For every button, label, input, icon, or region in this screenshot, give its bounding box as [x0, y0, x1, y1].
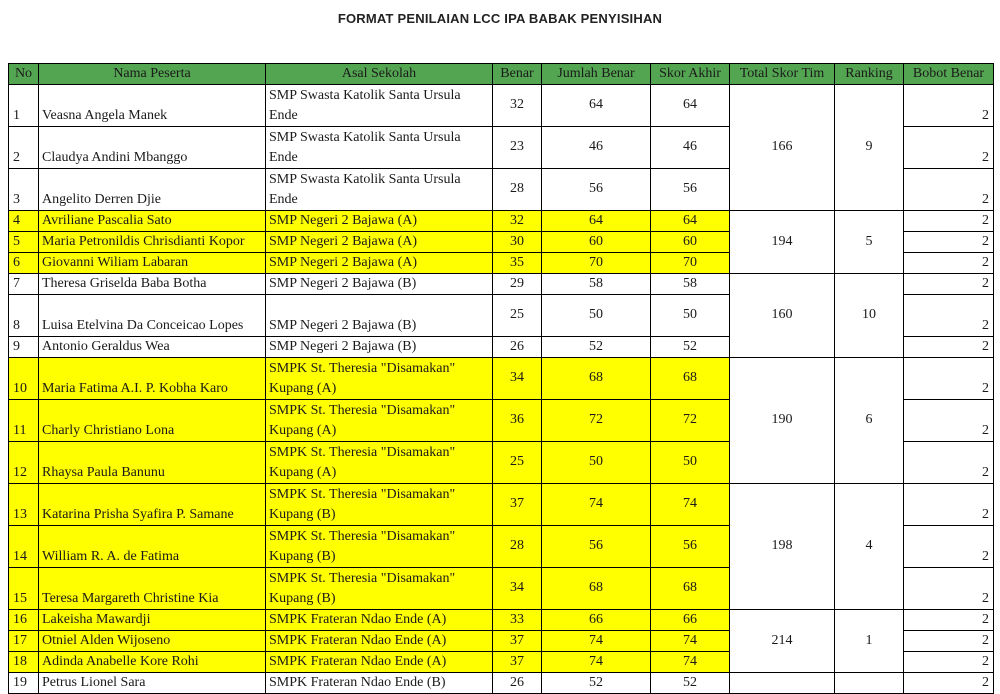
cell-school: SMP Negeri 2 Bajawa (B)	[266, 273, 493, 294]
cell-bobot: 2	[904, 630, 994, 651]
cell-school: SMPK St. Theresia "Disamakan" Kupang (B)	[266, 567, 493, 609]
cell-name: Avriliane Pascalia Sato	[39, 210, 266, 231]
table-row	[9, 609, 994, 630]
cell-name: Claudya Andini Mbanggo	[39, 126, 266, 168]
cell-benar: 25	[493, 294, 542, 336]
cell-no: 13	[9, 483, 39, 525]
cell-benar: 34	[493, 357, 542, 399]
cell-ranking: 6	[835, 357, 904, 483]
cell-school: SMP Swasta Katolik Santa Ursula Ende	[266, 126, 493, 168]
cell-skor_akhir: 66	[651, 609, 730, 630]
cell-school: SMP Swasta Katolik Santa Ursula Ende	[266, 84, 493, 126]
cell-no: 6	[9, 252, 39, 273]
cell-name: Otniel Alden Wijoseno	[39, 630, 266, 651]
cell-no: 8	[9, 294, 39, 336]
cell-jumlah_benar: 52	[542, 672, 651, 693]
cell-jumlah_benar: 72	[542, 399, 651, 441]
cell-name: Luisa Etelvina Da Conceicao Lopes	[39, 294, 266, 336]
cell-school: SMP Negeri 2 Bajawa (A)	[266, 231, 493, 252]
cell-school: SMP Swasta Katolik Santa Ursula Ende	[266, 168, 493, 210]
cell-jumlah_benar: 58	[542, 273, 651, 294]
cell-benar: 26	[493, 672, 542, 693]
cell-no: 3	[9, 168, 39, 210]
cell-name: Angelito Derren Djie	[39, 168, 266, 210]
cell-name: Lakeisha Mawardji	[39, 609, 266, 630]
cell-no: 15	[9, 567, 39, 609]
cell-benar: 35	[493, 252, 542, 273]
cell-no: 4	[9, 210, 39, 231]
cell-skor_akhir: 52	[651, 336, 730, 357]
cell-total: 214	[730, 609, 835, 672]
cell-ranking: 4	[835, 483, 904, 609]
cell-name: Katarina Prisha Syafira P. Samane	[39, 483, 266, 525]
cell-no: 1	[9, 84, 39, 126]
cell-ranking: 10	[835, 273, 904, 357]
cell-name: William R. A. de Fatima	[39, 525, 266, 567]
cell-name: Antonio Geraldus Wea	[39, 336, 266, 357]
cell-bobot: 2	[904, 210, 994, 231]
cell-skor_akhir: 74	[651, 630, 730, 651]
cell-skor_akhir: 74	[651, 483, 730, 525]
cell-bobot: 2	[904, 672, 994, 693]
cell-school: SMP Negeri 2 Bajawa (B)	[266, 336, 493, 357]
cell-benar: 32	[493, 84, 542, 126]
cell-skor_akhir: 68	[651, 567, 730, 609]
cell-benar: 33	[493, 609, 542, 630]
cell-school: SMPK Frateran Ndao Ende (B)	[266, 672, 493, 693]
table-row	[9, 672, 994, 693]
cell-skor_akhir: 50	[651, 294, 730, 336]
col-header-no: No	[9, 64, 39, 85]
cell-benar: 32	[493, 210, 542, 231]
cell-school: SMP Negeri 2 Bajawa (A)	[266, 210, 493, 231]
cell-jumlah_benar: 56	[542, 168, 651, 210]
cell-skor_akhir: 56	[651, 168, 730, 210]
cell-name: Adinda Anabelle Kore Rohi	[39, 651, 266, 672]
page-title: FORMAT PENILAIAN LCC IPA BABAK PENYISIHAN	[337, 11, 663, 26]
table-row	[9, 273, 994, 294]
cell-benar: 37	[493, 651, 542, 672]
cell-jumlah_benar: 66	[542, 609, 651, 630]
col-header-benar: Benar	[493, 64, 542, 85]
cell-skor_akhir: 58	[651, 273, 730, 294]
cell-no: 5	[9, 231, 39, 252]
cell-bobot: 2	[904, 294, 994, 336]
table-row	[9, 210, 994, 231]
cell-total: 198	[730, 483, 835, 609]
cell-total: 190	[730, 357, 835, 483]
cell-school: SMPK St. Theresia "Disamakan" Kupang (A)	[266, 441, 493, 483]
cell-jumlah_benar: 50	[542, 294, 651, 336]
score-table-header	[9, 64, 994, 85]
col-header-school: Asal Sekolah	[266, 64, 493, 85]
score-table-body	[9, 84, 994, 693]
cell-jumlah_benar: 50	[542, 441, 651, 483]
cell-ranking: 9	[835, 84, 904, 210]
col-header-jumlah_benar: Jumlah Benar	[542, 64, 651, 85]
cell-jumlah_benar: 74	[542, 483, 651, 525]
cell-bobot: 2	[904, 84, 994, 126]
cell-total: 166	[730, 84, 835, 210]
cell-no: 9	[9, 336, 39, 357]
cell-bobot: 2	[904, 126, 994, 168]
cell-bobot: 2	[904, 609, 994, 630]
cell-total: 194	[730, 210, 835, 273]
cell-name: Maria Fatima A.I. P. Kobha Karo	[39, 357, 266, 399]
cell-jumlah_benar: 46	[542, 126, 651, 168]
header-row	[9, 64, 994, 85]
cell-name: Veasna Angela Manek	[39, 84, 266, 126]
cell-benar: 23	[493, 126, 542, 168]
cell-jumlah_benar: 74	[542, 651, 651, 672]
cell-skor_akhir: 64	[651, 84, 730, 126]
table-row	[9, 357, 994, 399]
cell-school: SMP Negeri 2 Bajawa (A)	[266, 252, 493, 273]
cell-skor_akhir: 52	[651, 672, 730, 693]
cell-no: 18	[9, 651, 39, 672]
cell-skor_akhir: 64	[651, 210, 730, 231]
cell-school: SMPK St. Theresia "Disamakan" Kupang (A)	[266, 399, 493, 441]
col-header-ranking: Ranking	[835, 64, 904, 85]
cell-no: 10	[9, 357, 39, 399]
cell-school: SMP Negeri 2 Bajawa (B)	[266, 294, 493, 336]
cell-name: Giovanni Wiliam Labaran	[39, 252, 266, 273]
table-row	[9, 84, 994, 126]
cell-bobot: 2	[904, 441, 994, 483]
cell-jumlah_benar: 74	[542, 630, 651, 651]
cell-total: 160	[730, 273, 835, 357]
cell-no: 14	[9, 525, 39, 567]
cell-ranking: 5	[835, 210, 904, 273]
cell-jumlah_benar: 68	[542, 357, 651, 399]
cell-skor_akhir: 68	[651, 357, 730, 399]
cell-bobot: 2	[904, 399, 994, 441]
cell-benar: 36	[493, 399, 542, 441]
cell-bobot: 2	[904, 483, 994, 525]
col-header-bobot: Bobot Benar	[904, 64, 994, 85]
cell-school: SMPK Frateran Ndao Ende (A)	[266, 651, 493, 672]
cell-skor_akhir: 60	[651, 231, 730, 252]
cell-bobot: 2	[904, 252, 994, 273]
cell-skor_akhir: 46	[651, 126, 730, 168]
cell-jumlah_benar: 64	[542, 210, 651, 231]
cell-jumlah_benar: 52	[542, 336, 651, 357]
cell-benar: 34	[493, 567, 542, 609]
cell-name: Petrus Lionel Sara	[39, 672, 266, 693]
cell-benar: 25	[493, 441, 542, 483]
cell-jumlah_benar: 64	[542, 84, 651, 126]
cell-skor_akhir: 72	[651, 399, 730, 441]
cell-school: SMPK St. Theresia "Disamakan" Kupang (B)	[266, 525, 493, 567]
cell-bobot: 2	[904, 525, 994, 567]
cell-benar: 37	[493, 630, 542, 651]
cell-no: 11	[9, 399, 39, 441]
cell-no: 7	[9, 273, 39, 294]
cell-name: Rhaysa Paula Banunu	[39, 441, 266, 483]
cell-school: SMPK Frateran Ndao Ende (A)	[266, 609, 493, 630]
col-header-name: Nama Peserta	[39, 64, 266, 85]
cell-no: 2	[9, 126, 39, 168]
cell-name: Maria Petronildis Chrisdianti Kopor	[39, 231, 266, 252]
cell-benar: 30	[493, 231, 542, 252]
cell-name: Teresa Margareth Christine Kia	[39, 567, 266, 609]
cell-bobot: 2	[904, 231, 994, 252]
cell-name: Theresa Griselda Baba Botha	[39, 273, 266, 294]
cell-bobot: 2	[904, 273, 994, 294]
score-table	[8, 63, 994, 694]
cell-bobot: 2	[904, 651, 994, 672]
cell-no: 12	[9, 441, 39, 483]
cell-benar: 28	[493, 525, 542, 567]
cell-benar: 26	[493, 336, 542, 357]
cell-jumlah_benar: 68	[542, 567, 651, 609]
cell-no: 19	[9, 672, 39, 693]
table-row	[9, 483, 994, 525]
cell-school: SMPK St. Theresia "Disamakan" Kupang (B)	[266, 483, 493, 525]
cell-bobot: 2	[904, 357, 994, 399]
cell-benar: 37	[493, 483, 542, 525]
cell-total	[730, 672, 835, 693]
col-header-skor_akhir: Skor Akhir	[651, 64, 730, 85]
cell-school: SMPK St. Theresia "Disamakan" Kupang (A)	[266, 357, 493, 399]
cell-jumlah_benar: 70	[542, 252, 651, 273]
cell-bobot: 2	[904, 567, 994, 609]
cell-skor_akhir: 70	[651, 252, 730, 273]
cell-jumlah_benar: 56	[542, 525, 651, 567]
cell-bobot: 2	[904, 168, 994, 210]
cell-bobot: 2	[904, 336, 994, 357]
cell-skor_akhir: 50	[651, 441, 730, 483]
cell-jumlah_benar: 60	[542, 231, 651, 252]
cell-ranking	[835, 672, 904, 693]
cell-benar: 29	[493, 273, 542, 294]
cell-school: SMPK Frateran Ndao Ende (A)	[266, 630, 493, 651]
cell-ranking: 1	[835, 609, 904, 672]
cell-name: Charly Christiano Lona	[39, 399, 266, 441]
cell-no: 17	[9, 630, 39, 651]
cell-no: 16	[9, 609, 39, 630]
cell-benar: 28	[493, 168, 542, 210]
cell-skor_akhir: 56	[651, 525, 730, 567]
col-header-total: Total Skor Tim	[730, 64, 835, 85]
cell-skor_akhir: 74	[651, 651, 730, 672]
